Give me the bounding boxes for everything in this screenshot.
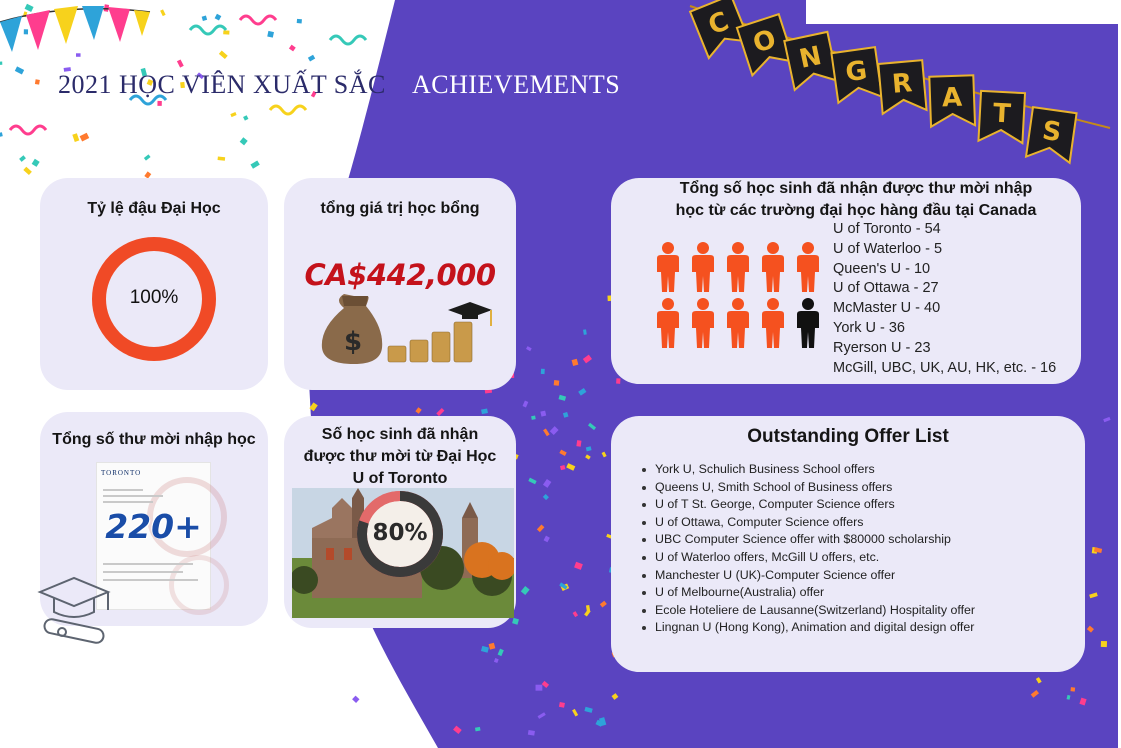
banner-letter: S: [1040, 115, 1064, 149]
confetti-piece: [537, 525, 545, 533]
total-offers-title: Tổng số thư mời nhập học: [52, 431, 256, 448]
confetti-piece: [309, 402, 317, 411]
confetti-piece: [1087, 626, 1094, 633]
banner-flag: [1026, 107, 1077, 163]
confetti-piece: [223, 30, 229, 34]
banner-letter: C: [704, 6, 734, 42]
confetti-piece: [494, 658, 499, 663]
confetti-piece: [583, 329, 587, 335]
confetti-piece: [415, 407, 421, 414]
confetti-piece: [202, 16, 207, 21]
offer-item: U of T St. George, Computer Science offers: [641, 496, 975, 514]
banner-letter: T: [992, 98, 1012, 130]
confetti-piece: [436, 408, 444, 416]
confetti-piece: [563, 412, 569, 418]
confetti-piece: [526, 346, 532, 351]
person-icon: [657, 298, 679, 348]
pass-rate-value: 100%: [129, 287, 179, 308]
confetti-piece: [453, 726, 462, 734]
canada-school-list: [833, 220, 1056, 378]
confetti-piece: [543, 494, 549, 500]
pass-rate-title: Tỷ lệ đậu Đại Học: [87, 200, 221, 217]
pass-rate-ring: [40, 178, 268, 390]
person-icon: [692, 242, 714, 292]
confetti-piece: [1101, 641, 1107, 647]
banner-flag: [784, 32, 837, 90]
confetti-piece: [588, 423, 596, 430]
confetti-piece: [352, 696, 359, 703]
confetti-piece: [521, 586, 530, 595]
confetti-piece: [19, 155, 26, 162]
congrats-banner: [680, 0, 1120, 180]
outstanding-title: Outstanding Offer List: [747, 426, 949, 447]
graduation-cap-icon: [34, 572, 124, 662]
pennant-bunting: [0, 0, 200, 80]
school-item: U of Waterloo - 5: [833, 240, 943, 257]
confetti-piece: [528, 730, 535, 736]
confetti-piece: [573, 611, 578, 617]
confetti-piece: [489, 643, 496, 650]
confetti-piece: [586, 446, 592, 451]
person-icon: [762, 298, 784, 348]
banner-flag: [878, 60, 926, 114]
offer-item: U of Ottawa, Computer Science offers: [641, 514, 975, 532]
banner-letter: O: [749, 24, 780, 60]
confetti-piece: [576, 440, 581, 447]
school-item: Ryerson U - 23: [833, 339, 931, 356]
money-bag-icon: [284, 178, 516, 390]
offer-item: UBC Computer Science offer with $80000 scholarship: [641, 531, 975, 549]
school-item: McMaster U - 40: [833, 300, 941, 317]
confetti-piece: [23, 167, 32, 175]
school-item: Queen's U - 10: [833, 260, 931, 277]
canada-title: Tổng số học sinh đã nhận được thư mời nhập học từ các trường đại học hàng đầu tại Canada: [675, 180, 1037, 219]
confetti-piece: [80, 133, 90, 142]
person-icon: [692, 298, 714, 348]
confetti-piece: [540, 411, 546, 417]
offer-item: York U, Schulich Business School offers: [641, 461, 975, 479]
text-line: [103, 495, 163, 497]
confetti-piece: [308, 55, 315, 62]
confetti-piece: [1036, 677, 1042, 683]
confetti-piece: [218, 157, 226, 161]
pass-rate-card: [40, 178, 268, 390]
person-icon: [797, 298, 819, 348]
confetti-piece: [144, 154, 151, 160]
person-icon: [797, 242, 819, 292]
confetti-piece: [243, 115, 248, 120]
confetti-piece: [250, 160, 259, 168]
banner-flag: [929, 75, 975, 127]
confetti-piece: [289, 45, 296, 52]
streamer: [270, 106, 306, 114]
confetti-piece: [572, 709, 578, 717]
confetti-piece: [574, 562, 583, 570]
banner-flag: [831, 47, 882, 103]
certificate-university: TORONTO: [101, 469, 142, 477]
confetti-piece: [583, 355, 592, 364]
school-item: York U - 36: [833, 319, 905, 336]
text-line: [103, 501, 153, 503]
confetti-piece: [157, 101, 161, 106]
confetti-piece: [297, 19, 302, 24]
canada-universities-card: [611, 178, 1081, 384]
confetti-piece: [35, 79, 40, 84]
confetti-piece: [554, 380, 560, 386]
confetti-piece: [0, 132, 3, 137]
confetti-piece: [230, 112, 236, 117]
uoft-card: [284, 416, 516, 628]
streamer: [330, 36, 366, 44]
confetti-piece: [528, 478, 536, 485]
person-icon: [727, 298, 749, 348]
person-icon: [762, 242, 784, 292]
confetti-piece: [1031, 690, 1039, 698]
scholarship-card: [284, 178, 516, 390]
person-icon: [727, 242, 749, 292]
offer-item: U of Melbourne(Australia) offer: [641, 584, 975, 602]
confetti-piece: [1089, 592, 1098, 598]
school-item: U of Ottawa - 27: [833, 280, 939, 297]
text-line: [103, 563, 193, 565]
confetti-piece: [550, 426, 559, 435]
confetti-piece: [219, 51, 228, 59]
outstanding-offers-card: [611, 416, 1085, 672]
confetti-piece: [1103, 417, 1110, 422]
confetti-piece: [538, 712, 546, 719]
streamer: [10, 126, 46, 134]
confetti-piece: [584, 707, 592, 713]
confetti-piece: [536, 685, 543, 691]
confetti-piece: [72, 133, 79, 142]
confetti-piece: [1067, 695, 1071, 700]
confetti-piece: [543, 429, 550, 437]
streamer: [240, 16, 276, 24]
confetti-piece: [523, 401, 529, 408]
offer-item: Manchester U (UK)-Computer Science offer: [641, 567, 975, 585]
confetti-piece: [475, 727, 481, 732]
confetti-piece: [498, 649, 504, 656]
offer-item: Queens U, Smith School of Business offers: [641, 479, 975, 497]
uoft-value: 80%: [372, 520, 428, 546]
confetti-piece: [566, 463, 575, 471]
confetti-piece: [600, 601, 607, 608]
confetti-piece: [541, 369, 545, 374]
person-icon: [657, 242, 679, 292]
confetti-piece: [559, 450, 566, 456]
confetti-piece: [267, 31, 274, 38]
confetti-piece: [1070, 687, 1075, 692]
text-line: [103, 489, 143, 491]
confetti-piece: [240, 137, 248, 145]
offer-item: Ecole Hoteliere de Lausanne(Switzerland) Hospitality offer: [641, 602, 975, 620]
confetti-piece: [612, 693, 619, 700]
confetti-piece: [616, 378, 620, 384]
banner-letter: A: [941, 82, 963, 114]
banner-letter: R: [890, 68, 914, 100]
banner-letter: G: [843, 55, 869, 89]
confetti-piece: [481, 646, 489, 653]
confetti-piece: [32, 159, 40, 167]
confetti-piece: [1079, 698, 1086, 706]
confetti-piece: [578, 388, 586, 396]
confetti-piece: [531, 416, 536, 420]
offer-item: U of Waterloo offers, McGill U offers, etc.: [641, 549, 975, 567]
offer-item: Lingnan U (Hong Kong), Animation and digital design offer: [641, 619, 975, 637]
page-title: 2021 HỌC VIÊN XUẤT SẮC: [58, 70, 386, 99]
confetti-piece: [481, 408, 488, 414]
school-item: McGill, UBC, UK, AU, HK, etc. - 16: [833, 359, 1057, 376]
scholarship-title: tổng giá trị học bổng: [320, 200, 480, 217]
confetti-piece: [602, 452, 607, 458]
confetti-piece: [542, 681, 549, 688]
banner-flag: [978, 91, 1025, 143]
scholarship-value: CA$442,000: [304, 258, 496, 292]
confetti-piece: [544, 536, 550, 543]
banner-letter: N: [796, 41, 825, 75]
confetti-piece: [572, 359, 579, 366]
people-figures: [647, 240, 847, 370]
confetti-piece: [559, 702, 565, 708]
offer-list: [641, 461, 975, 637]
confetti-piece: [558, 395, 566, 401]
page-subtitle: ACHIEVEMENTS: [412, 70, 621, 99]
confetti-piece: [585, 454, 591, 459]
total-offers-value: 220+: [105, 507, 202, 546]
svg-text:$: $: [344, 327, 363, 357]
school-item: U of Toronto - 54: [833, 221, 941, 237]
confetti-piece: [215, 14, 222, 21]
uoft-title: Số học sinh đã nhận được thư mời từ Đại Học U of Toronto: [303, 426, 497, 487]
confetti-piece: [560, 465, 565, 470]
confetti-piece: [543, 479, 551, 488]
